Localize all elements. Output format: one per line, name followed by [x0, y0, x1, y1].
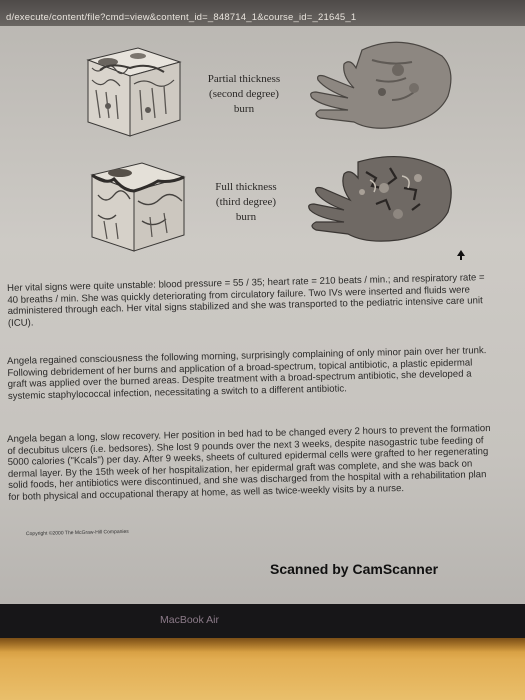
full-burn-caption [198, 180, 294, 225]
partial-thickness-skin-diagram [78, 40, 188, 140]
paragraph-vital-signs: Her vital signs were quite unstable: blood pressure = 55 / 35; heart rate = 210 beats / min.; and respiratory rate = 40 breaths / min. She was quickly deteriorating from circulatory failure. Two IVs were inserted and fluids were administered through each. Her vital signs stabilized and she was transported to the pediatric intensive care unit (ICU). [7, 272, 485, 329]
paragraph-consciousness: Angela regained consciousness the following morning, surprisingly complaining of only minor pain over her trunk. Following debridement of her burns and application of a broad-spectrum, topical antibiotic, a plastic epidermal graft was applied over the burned areas. Despite treatment with a broad-spectrum antibiotic, she developed a systemic staphylococcal infection, necessitating a switch to a different antibiotic. [7, 345, 487, 402]
full-burn-line1: Full thickness [215, 181, 277, 193]
paragraph-recovery: Angela began a long, slow recovery. Her position in bed had to be changed every 2 hours to prevent the formation of decubitus ulcers (i.e. bedsores). She lost 9 pounds over the next 3 weeks, despite nasogastric tube feeding of 5000 calories ("Kcals") per day. After 9 weeks, sheets of cultured epidermal cells were grafted to her regenerating dermal layer. By the 15th week of her hospitalization, her epidermal graft was complete, and she was back on solid foods, her antibiotics were discontinued, and she was discharged from the hospital with a rehabilitation plan for both physical and occupational therapy at home, as well as twice-weekly visits by a nurse. [7, 423, 491, 503]
partial-burn-hand-photo [302, 30, 458, 142]
laptop-bezel [0, 604, 525, 638]
camscanner-watermark: Scanned by CamScanner [270, 561, 439, 577]
full-burn-line3: burn [235, 211, 257, 223]
desk-shadow [0, 638, 525, 652]
url-text: d/execute/content/file?cmd=view&content_id=_848714_1&course_id=_21645_1 [6, 12, 357, 23]
device-label: MacBook Air [160, 614, 219, 626]
full-thickness-skin-diagram [84, 155, 192, 255]
full-burn-hand-photo [300, 148, 460, 256]
partial-burn-caption [188, 72, 300, 117]
copyright-notice: Copyright ©2000 The McGraw-Hill Companies [25, 528, 129, 538]
full-burn-line2: (third degree) [215, 196, 277, 208]
partial-burn-line2: (second degree) [209, 88, 279, 100]
browser-address-bar[interactable] [0, 0, 525, 26]
partial-burn-line1: Partial thickness [207, 73, 281, 85]
mouse-pointer-icon [457, 250, 465, 260]
partial-burn-line3: burn [233, 103, 255, 115]
